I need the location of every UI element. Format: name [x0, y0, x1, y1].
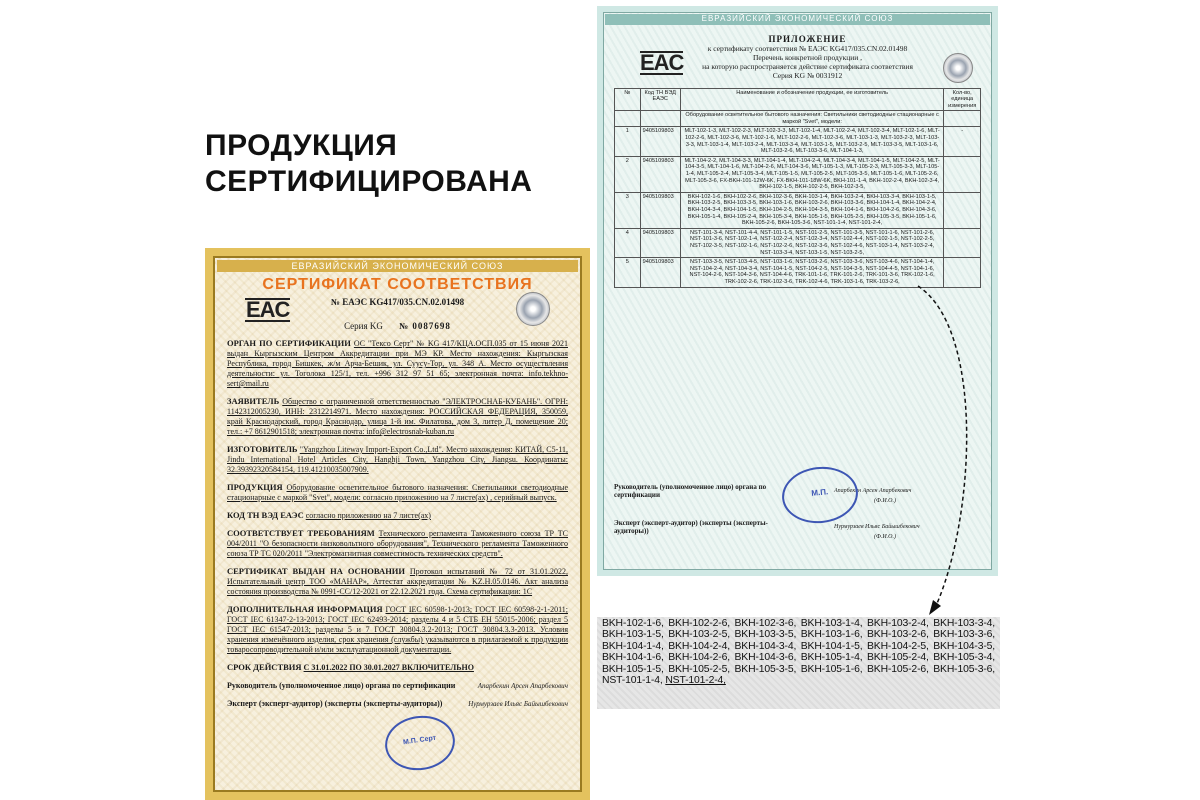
headline [205, 128, 532, 200]
manufacturer-label: ИЗГОТОВИТЕЛЬ [227, 444, 298, 454]
signature-expert-label: Эксперт (эксперт-аудитор) (эксперты (эксперты-аудиторы)) [227, 699, 443, 708]
certificate-series [227, 321, 568, 331]
section-requirements [227, 528, 568, 559]
zoomed-excerpt-highlight: NST-101-2-4, [665, 675, 726, 687]
certificate-document [205, 248, 590, 800]
applicant-text: Общество с ограниченной ответственностью "ЭЛЕКТРОСНАБ-КУБАНЬ". ОГРН: 1142312005230, ИНН: 2312214971. Место нахождения: РОССИЙСКАЯ ФЕДЕРАЦИЯ, 350059, край Краснодарский, город Краснодар, улица 1-й им. Филатова, дом 3, литер Д, помещение 20; тел.: +7 8612901518; электронная почта: info@electrosnab-kuban.ru [227, 397, 568, 436]
section-code [227, 510, 568, 521]
zoomed-excerpt [597, 617, 1000, 709]
appendix-subtitle-1: к сертификату соответствия № ЕАЭС KG417/035.CN.02.01498 [707, 43, 908, 53]
requirements-label: СООТВЕТСТВУЕТ ТРЕБОВАНИЯМ [227, 528, 375, 538]
appendix-signature-expert-label: Эксперт (эксперт-аудитор) (эксперты (эксперты-аудиторы)) [614, 519, 768, 535]
signature-head-name: Апарбекин Арсен Апарбекович [477, 682, 568, 690]
table-header-row [615, 88, 981, 111]
header-number: № [615, 88, 641, 111]
section-basis [227, 566, 568, 597]
section-manufacturer [227, 444, 568, 475]
extra-info-text: ГОСТ IEC 60598-1-2013; ГОСТ IEC 60598-2-1-2011; ГОСТ IEC 61347-2-13-2013; ГОСТ IEC 62493-2014; разделы 4 и 5 СТБ ЕН 55015-2006; раздел 5 ГОСТ IEC 61547-2013; разделы 5 и 7 ГОСТ 30804.3.2-2013; ГОСТ 30804.3.3-2013. Условия хранения изменённого изделия, срок хранения (службы) указываются в прилагаемой к продукции товаросопроводительной и/или эксплуатационной документации. [227, 605, 568, 654]
table-row: 5 9405109803 NST-103-3-5, NST-103-4-5, NST-103-1-6, NST-103-2-6, NST-103-3-6, NST-103-4-6, NST-104-1-4, NST-104-2-4, NST-104-3-4, NST-104-1-5, NST-104-2-5, NST-104-3-5, NST-104-4-5, NST-104-1-6, NST-104-2-6, NST-104-3-6, NST-104-4-6, TRK-101-1-6, TRK-101-2-6, TRK-101-3-6, TRK-102-1-6, TRK-102-2-6, TRK-102-3-6, TRK-102-4-6, TRK-103-1-6, TRK-103-2-6, [615, 258, 981, 287]
table-row: 4 9405109803 NST-101-3-4, NST-101-4-4, NST-101-1-5, NST-101-2-5, NST-101-3-5, NST-101-1-6, NST-101-2-6, NST-101-3-6, NST-102-1-4, NST-102-2-4, NST-102-3-4, NST-102-4-4, NST-102-1-5, NST-102-2-5, NST-102-3-5, NST-102-1-6, NST-102-2-6, NST-102-3-6, NST-102-4-6, NST-103-1-4, NST-103-2-4, NST-103-3-4, NST-103-1-5, NST-103-2-5, [615, 228, 981, 257]
certificate-series-label: Серия KG [344, 321, 383, 331]
appendix-signature-head-name: Апарбекин Арсен Апарбекович [834, 488, 912, 494]
requirements-text: Технического регламента Таможенного союза ТР ТС 004/2011 "О безопасности низковольтного оборудования", Технического регламента Таможенного союза ТР ТС 020/2011 "Электромагнитная совместимость технических средств". [227, 529, 569, 558]
code-text: согласно приложению на 7 листе(ах) [305, 511, 431, 520]
appendix-body [603, 12, 992, 570]
table-row: 3 9405109803 BKH-102-1-6, BKH-102-2-6, BKH-102-3-6, BKH-103-1-4, BKH-103-2-4, BKH-103-3-4, BKH-103-1-5, BKH-103-2-5, BKH-103-3-5, BKH-103-1-6, BKH-103-2-6, BKH-103-3-6, BKH-104-1-4, BKH-104-2-4, BKH-104-3-4, BKH-104-1-5, BKH-104-2-5, BKH-104-3-5, BKH-104-1-6, BKH-104-2-6, BKH-104-3-6, BKH-105-1-4, BKH-105-2-4, BKH-105-3-4, BKH-105-1-5, BKH-105-2-5, BKH-105-3-5, BKH-105-1-6, BKH-105-2-6, BKH-105-3-6, NST-101-1-4, NST-101-2-4, [615, 192, 981, 228]
authority-text: ОС "Тексо Серт" № KG 417/КЦА.ОСП.035 от 15 июня 2021 выдан Кыргызским Центром Аккредитации при МЭ КР. Место нахождения: Кыргызская Республика, город Бишкек, ж/м Арча-Бешик, ул. Суусу-Тор, ул. 348 А. Место осуществления деятельности: ул. Тоголока 125/1, тел. +996 312 97 51 65; электронная почта: info.tekhno-sert@mail.ru [227, 339, 568, 388]
appendix-signature-head-label: Руководитель (уполномоченное лицо) органа по сертификации [614, 483, 767, 499]
table-row [615, 111, 981, 127]
section-authority [227, 338, 568, 389]
appendix-signature-expert-name: Нурмурзаев Ильяс Байышбекович [834, 524, 920, 530]
headline-line-2: СЕРТИФИЦИРОВАНА [205, 165, 533, 198]
section-applicant [227, 396, 568, 437]
authority-label: ОРГАН ПО СЕРТИФИКАЦИИ [227, 338, 351, 348]
hologram-seal-icon [516, 292, 550, 326]
group-title: Оборудование осветительное бытового назначения: Светильники светодиодные стационарные с маркой "Svet", модели: [680, 111, 944, 127]
basis-label: СЕРТИФИКАТ ВЫДАН НА ОСНОВАНИИ [227, 566, 406, 576]
code-label: КОД ТН ВЭД ЕАЭС [227, 510, 304, 520]
section-validity [227, 662, 568, 673]
appendix-subtitle-3: на которую распространяется действие сертификата соответствия [702, 61, 913, 71]
validity-label: СРОК ДЕЙСТВИЯ [227, 662, 302, 672]
certificate-stamp-icon: М.П. Серт [382, 711, 459, 774]
header-code: Код ТН ВЭД ЕАЭС [640, 88, 680, 111]
appendix-signature-expert [614, 519, 920, 540]
table-row: 2 9405109803 MLT-104-2-2, MLT-104-3-3, MLT-104-1-4, MLT-104-2-4, MLT-104-3-4, MLT-104-1-5, MLT-104-2-5, MLT-104-3-5, MLT-104-1-6, MLT-104-2-6, MLT-104-3-6, MLT-105-1-3, MLT-105-2-3, MLT-105-3-3, MLT-105-1-4, MLT-105-2-4, MLT-105-3-4, MLT-105-1-5, MLT-105-2-5, MLT-105-3-5, MLT-105-1-6, MLT-105-2-6, MLT-105-3-6, FX-BKH-101-12W-6K, FX-BKH-101-18W-6K, BKH-101-1-4, BKH-102-2-4, BKH-102-3-4, BKH-102-1-5, BKH-102-2-5, BKH-102-3-5, [615, 156, 981, 192]
header-quantity: Кол-во, единица измерения [944, 88, 981, 111]
signature-head-label: Руководитель (уполномоченное лицо) органа по сертификации [227, 681, 456, 690]
appendix-eac-logo-icon: EAC [640, 50, 684, 75]
certificate-series-number: № 0087698 [399, 321, 451, 331]
validity-text: С 31.01.2022 ПО 30.01.2027 ВКЛЮЧИТЕЛЬНО [303, 663, 474, 672]
product-label: ПРОДУКЦИЯ [227, 482, 283, 492]
certificate-number: № ЕАЭС KG417/035.CN.02.01498 [330, 297, 465, 307]
basis-text: Протокол испытаний № 72 от 31.01.2022, Испытательный центр ТОО «МАНАР», Аттестат аккредитации № KZ.Н.05.0146. Акт анализа состояния производства № 0991-СС/12-2021 от 22.12.2021 года. Схема сертификации: 1С [227, 567, 569, 596]
appendix-subtitle-2: Перечень конкретной продукции , [752, 52, 863, 62]
appendix-document [597, 6, 998, 576]
extra-info-label: ДОПОЛНИТЕЛЬНАЯ ИНФОРМАЦИЯ [227, 604, 383, 614]
appendix-hologram-seal-icon [943, 53, 973, 83]
appendix-table [614, 88, 981, 288]
zoomed-excerpt-text: BKH-102-1-6, BKH-102-2-6, BKH-102-3-6, BKH-103-1-4, BKH-103-2-4, BKH-103-3-4, BKH-103-1-5, BKH-103-2-5, BKH-103-3-5, BKH-103-1-6, BKH-103-2-6, BKH-103-3-6, BKH-104-1-4, BKH-104-2-4, BKH-104-3-4, BKH-104-1-5, BKH-104-2-5, BKH-104-3-5, BKH-104-1-6, BKH-104-2-6, BKH-104-3-6, BKH-105-1-4, BKH-105-2-4, BKH-105-3-4, BKH-105-1-5, BKH-105-2-5, BKH-105-3-5, BKH-105-1-6, BKH-105-2-6, BKH-105-3-6, NST-101-1-4, [602, 618, 995, 687]
eac-logo-icon: EAC [246, 297, 290, 322]
appendix-title: ПРИЛОЖЕНИЕ [768, 33, 847, 44]
table-row: 1 9405109803 MLT-102-1-3, MLT-102-2-3, MLT-102-3-3, MLT-102-1-4, MLT-102-2-4, MLT-102-3-4, MLT-102-1-6, MLT-102-2-6, MLT-102-3-6, MLT-102-1-6, MLT-102-2-6, MLT-102-3-6, MLT-103-1-3, MLT-103-2-3, MLT-103-3-3, MLT-103-1-4, MLT-103-2-4, MLT-103-3-4, MLT-103-1-5, MLT-103-2-5, MLT-103-3-5, MLT-103-1-6, MLT-103-2-6, MLT-103-3-6, MLT-104-1-3, - [615, 127, 981, 156]
signature-expert [227, 699, 568, 709]
manufacturer-text: "Yangzhou Liteway Import-Export Co.,Ltd". Место нахождения: КИТАЙ, C5-11, Jindu International Hotel Articles City, Hanghji Town, Yangzhou City, Jiangsu. Координаты: 32.39392320584154, 119.41210035007909. [227, 445, 568, 474]
applicant-label: ЗАЯВИТЕЛЬ [227, 396, 280, 406]
signature-head [227, 681, 568, 691]
certificate-title: СЕРТИФИКАТ СООТВЕТСТВИЯ [262, 276, 533, 293]
header-name: Наименование и обозначение продукции, ее изготовитель [680, 88, 944, 111]
certificate-body [213, 256, 582, 792]
product-text: Оборудование осветительное бытового назначения: Светильники светодиодные стационарные с маркой "Svet", модели: согласно приложению на 7 листе(ах) , серийный выпуск. [227, 483, 568, 502]
section-product [227, 482, 568, 503]
appendix-union-banner: ЕВРАЗИЙСКИЙ ЭКОНОМИЧЕСКИЙ СОЮЗ [605, 14, 990, 25]
appendix-signature-expert-fio: (Ф.И.О.) [874, 534, 896, 540]
headline-line-1: ПРОДУКЦИЯ [205, 129, 398, 162]
appendix-series: Серия KG № 0031912 [772, 70, 843, 80]
appendix-stamp-icon: М.П. [779, 463, 860, 527]
appendix-signature-head-fio: (Ф.И.О.) [874, 498, 896, 504]
appendix-header [674, 35, 941, 80]
section-extra-info [227, 604, 568, 655]
certificate-union-banner: ЕВРАЗИЙСКИЙ ЭКОНОМИЧЕСКИЙ СОЮЗ [217, 260, 578, 272]
signature-expert-name: Нурмурзаев Ильяс Байышбекович [468, 700, 568, 708]
